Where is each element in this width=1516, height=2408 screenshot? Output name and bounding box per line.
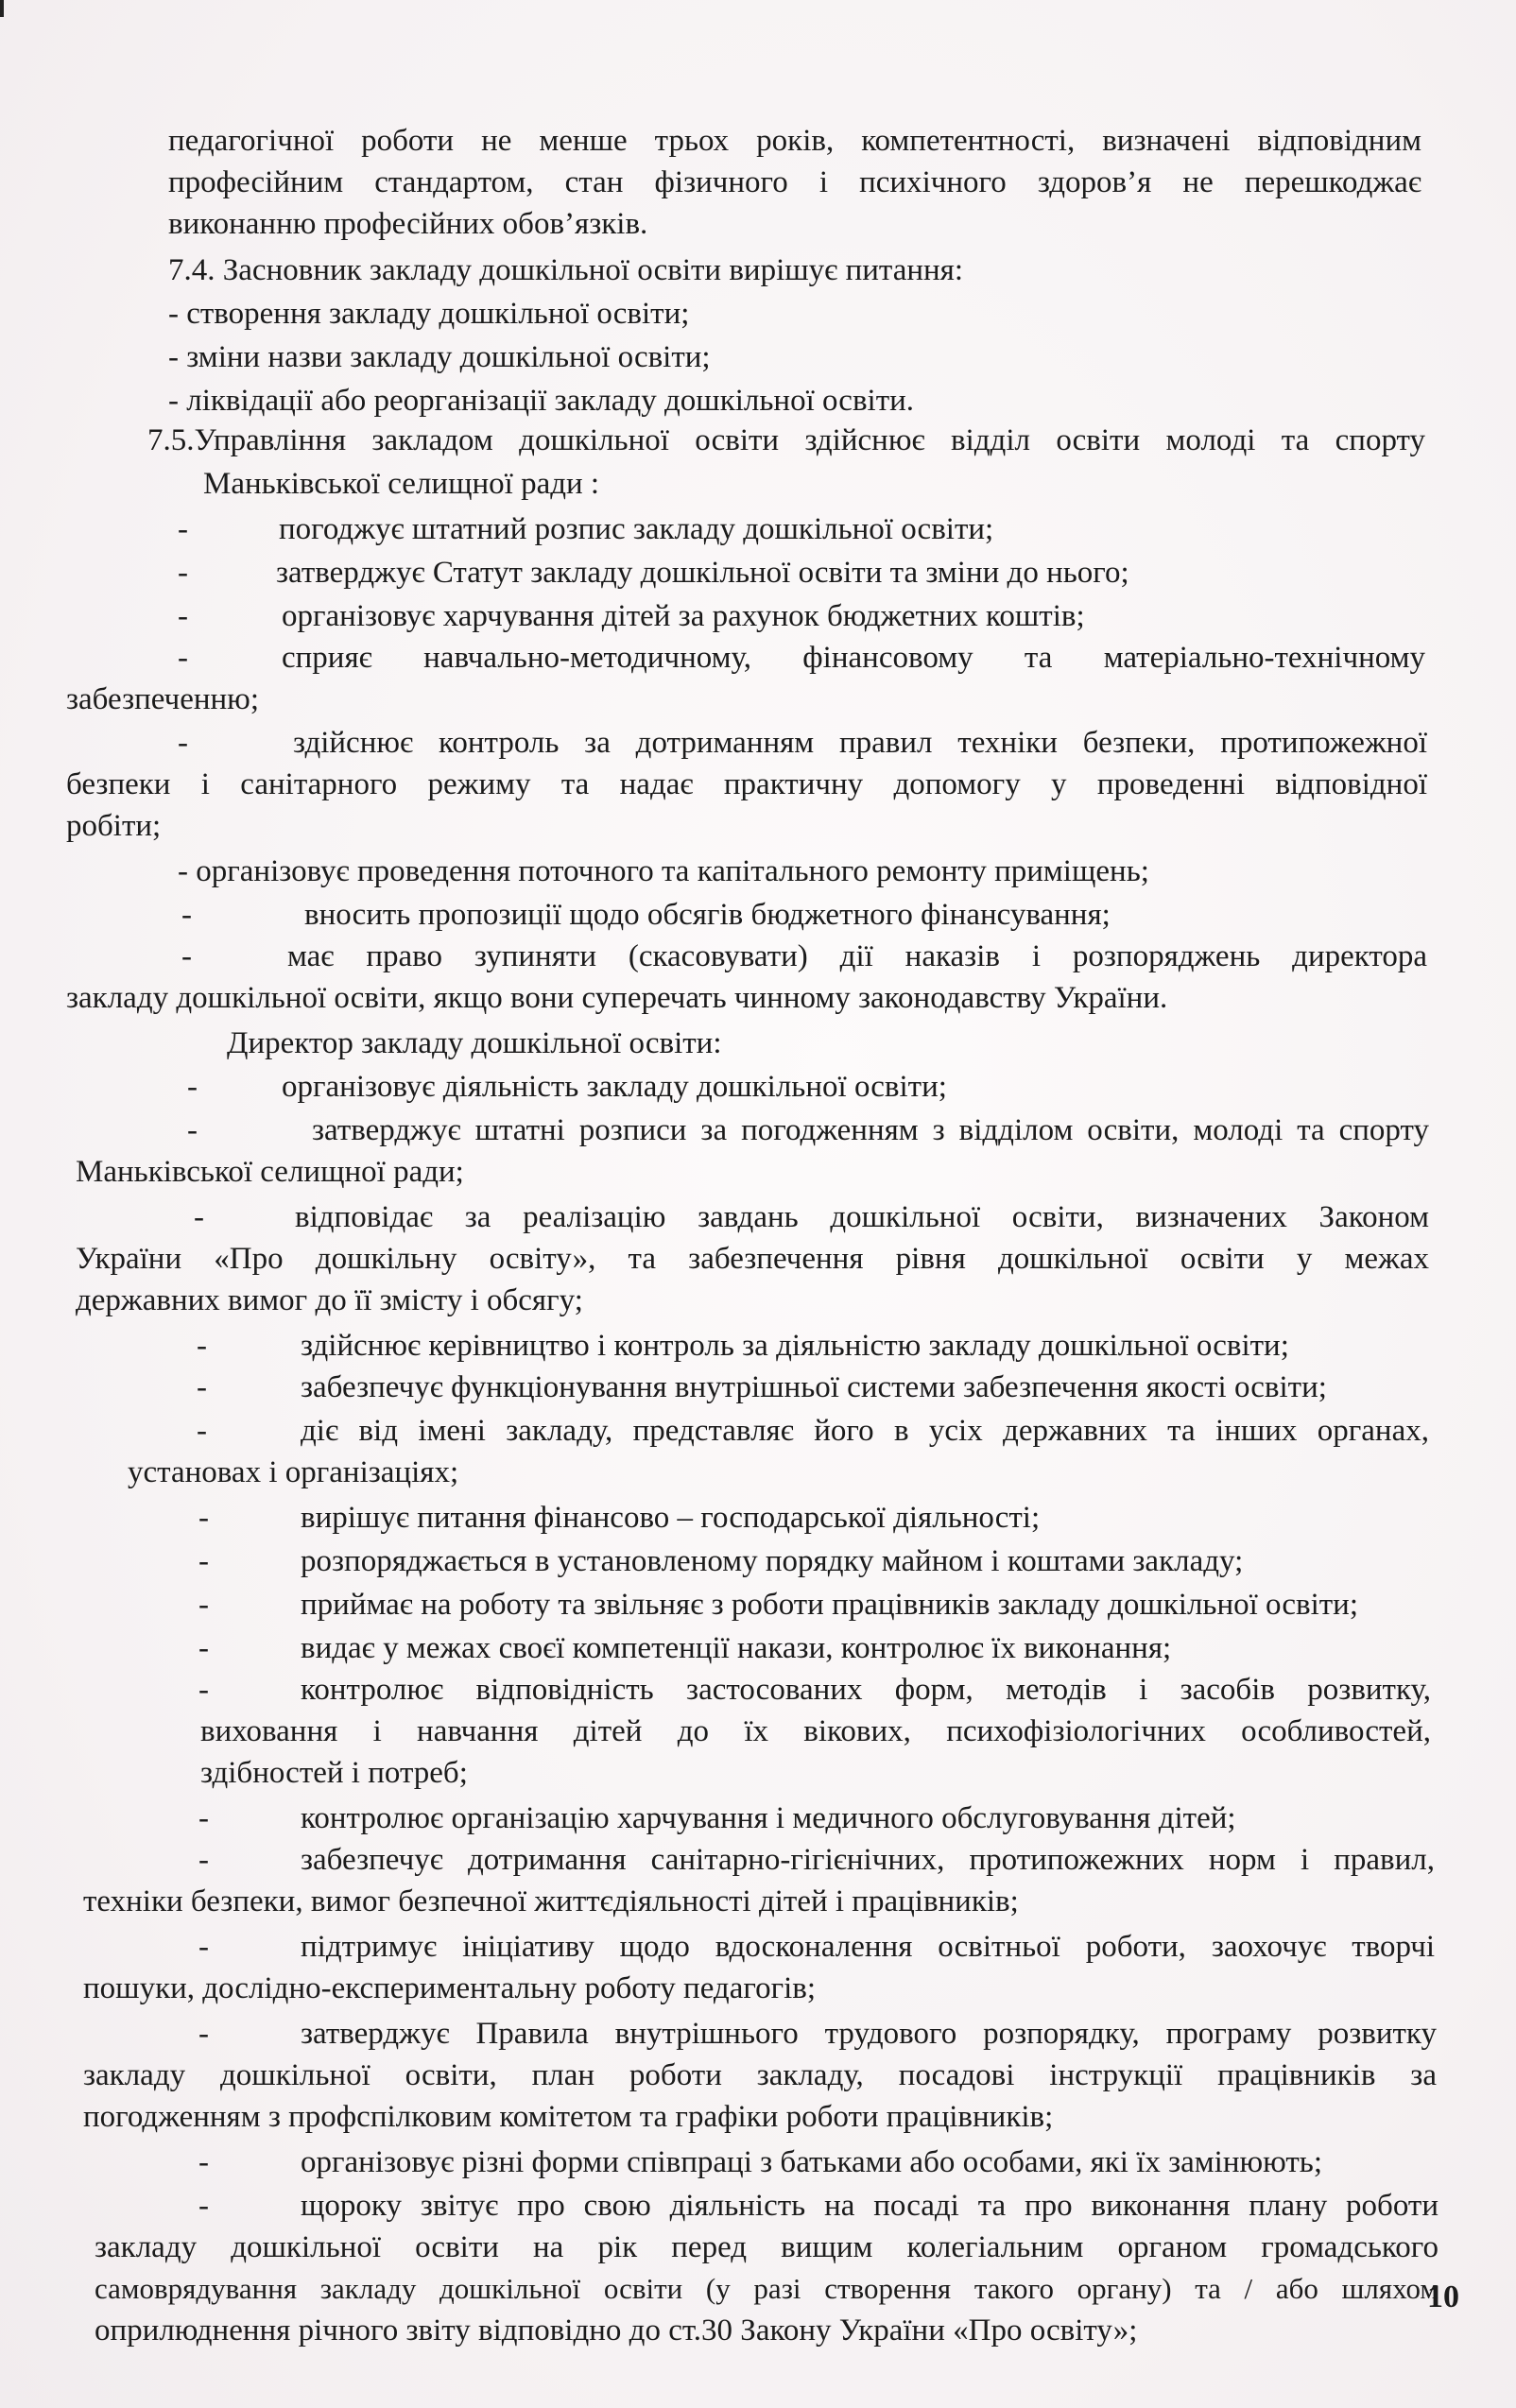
text-line: Маньківської селищної ради : [203,467,600,501]
text-line: державних вимог до її змісту і обсягу; [76,1283,583,1317]
list-dash: - [198,1843,209,1877]
text-line: забезпеченню; [66,682,259,716]
list-dash: - [198,2189,209,2223]
text-line: здібностей і потреб; [200,1756,468,1790]
text-line: робіти; [66,809,162,843]
list-item: затверджує Правила внутрішнього трудового розпорядку, програму розвитку [301,2017,1437,2051]
list-dash: - [181,939,192,973]
list-dash: - [178,641,188,675]
list-item: організовує харчування дітей за рахунок бюджетних коштів; [282,599,1085,633]
list-dash: - [198,1673,209,1707]
text-line: закладу дошкільної освіти на рік перед вищим колегіальним органом громадського [95,2230,1438,2264]
list-dash: - [198,1544,209,1578]
list-item: відповідає за реалізацію завдань дошкільної освіти, визначених Законом [295,1200,1429,1234]
list-dash: - [198,2145,209,2179]
list-item: забезпечує дотримання санітарно-гігієнічних, протипожежних норм і правил, [301,1843,1435,1877]
list-dash: - [178,726,188,760]
section-heading: 7.4. Засновник закладу дошкільної освіти вирішує питання: [168,253,964,287]
list-item: вирішує питання фінансово – господарської діяльності; [301,1501,1041,1535]
list-item: затверджує штатні розписи за погодженням з відділом освіти, молоді та спорту [312,1113,1429,1147]
list-dash: - [178,512,188,546]
list-item: розпоряджається в установленому порядку майном і коштами закладу; [301,1544,1244,1578]
list-dash: - [198,1501,209,1535]
list-item: сприяє навчально-методичному, фінансовому та матеріально-технічному [282,641,1425,675]
text-line: безпеки і санітарного режиму та надає практичну допомогу у проведенні відповідної [66,767,1427,801]
list-dash: - [198,1588,209,1622]
list-dash: - [187,1113,198,1147]
list-dash: - [197,1370,207,1404]
list-item: вносить пропозиції щодо обсягів бюджетного фінансування; [304,898,1111,932]
list-item: контролює відповідність застосованих форм, методів і засобів розвитку, [301,1673,1431,1707]
list-item: здійснює керівництво і контроль за діяльністю закладу дошкільної освіти; [301,1329,1289,1363]
list-item: приймає на роботу та звільняє з роботи працівників закладу дошкільної освіти; [301,1588,1359,1622]
list-item: контролює організацію харчування і медичного обслуговування дітей; [301,1801,1236,1835]
text-line: погодженням з профспілковим комітетом та графіки роботи працівників; [83,2100,1054,2134]
list-dash: - [181,898,192,932]
list-item: має право зупиняти (скасовувати) дії наказів і розпоряджень директора [287,939,1427,973]
list-dash: - [178,599,188,633]
list-item: забезпечує функціонування внутрішньої системи забезпечення якості освіти; [301,1370,1327,1404]
list-item: щороку звітує про свою діяльність на посаді та про виконання плану роботи [301,2189,1438,2223]
text-line: Маньківської селищної ради; [76,1155,464,1189]
list-item: - ліквідації або реорганізації закладу дошкільної освіти. [168,384,915,418]
section-heading: Директор закладу дошкільної освіти: [227,1026,722,1060]
text-line: закладу дошкільної освіти, план роботи закладу, посадові інструкції працівників за [83,2058,1437,2092]
list-item: підтримує ініціативу щодо вдосконалення освітньої роботи, заохочує творчі [301,1930,1435,1964]
list-dash: - [197,1329,207,1363]
text-line: виховання і навчання дітей до їх вікових, психофізіологічних особливостей, [200,1714,1431,1748]
scan-edge-mark [0,0,4,17]
list-item: діє від імені закладу, представляє його в усіх державних та інших органах, [301,1414,1429,1448]
text-line: професійним стандартом, стан фізичного і психічного здоров’я не перешкоджає [168,165,1421,199]
text-line: України «Про дошкільну освіту», та забезпечення рівня дошкільної освіти у межах [76,1242,1429,1276]
text-line: самоврядування закладу дошкільної освіти (у разі створення такого органу) та / або шляхом [95,2272,1438,2305]
text-line: оприлюднення річного звіту відповідно до ст.30 Закону України «Про освіту»; [95,2313,1138,2348]
list-item: погоджує штатний розпис закладу дошкільної освіти; [279,512,994,546]
list-item: здійснює контроль за дотриманням правил техніки безпеки, протипожежної [293,726,1427,760]
list-dash: - [187,1070,198,1104]
text-line: педагогічної роботи не менше трьох років, компетентності, визначені відповідним [168,124,1421,158]
page-number: 10 [1427,2279,1459,2314]
list-dash: - [198,1930,209,1964]
text-line: установах і організаціях; [128,1455,459,1489]
list-item: видає у межах своєї компетенції накази, контролює їх виконання; [301,1631,1172,1665]
section-heading: 7.5.Управління закладом дошкільної освіти здійснює відділ освіти молоді та спорту [147,423,1425,457]
list-dash: - [198,2017,209,2051]
text-line: техніки безпеки, вимог безпечної життєдіяльності дітей і працівників; [83,1884,1019,1918]
list-item: затверджує Статут закладу дошкільної освіти та зміни до нього; [276,556,1129,590]
list-item: організовує різні форми співпраці з батьками або особами, які їх замінюють; [301,2145,1323,2179]
text-line: пошуки, дослідно-експериментальну роботу педагогів; [83,1971,817,2005]
list-dash: - [198,1631,209,1665]
list-dash: - [197,1414,207,1448]
list-item: - організовує проведення поточного та капітального ремонту приміщень; [178,854,1149,888]
text-line: закладу дошкільної освіти, якщо вони суперечать чинному законодавству України. [66,981,1168,1015]
list-dash: - [178,556,188,590]
list-item: - створення закладу дошкільної освіти; [168,297,690,331]
list-item: організовує діяльність закладу дошкільної освіти; [282,1070,947,1104]
list-item: - зміни назви закладу дошкільної освіти; [168,340,711,374]
text-line: виконанню професійних обов’язків. [168,207,648,241]
list-dash: - [194,1200,204,1234]
list-dash: - [198,1801,209,1835]
